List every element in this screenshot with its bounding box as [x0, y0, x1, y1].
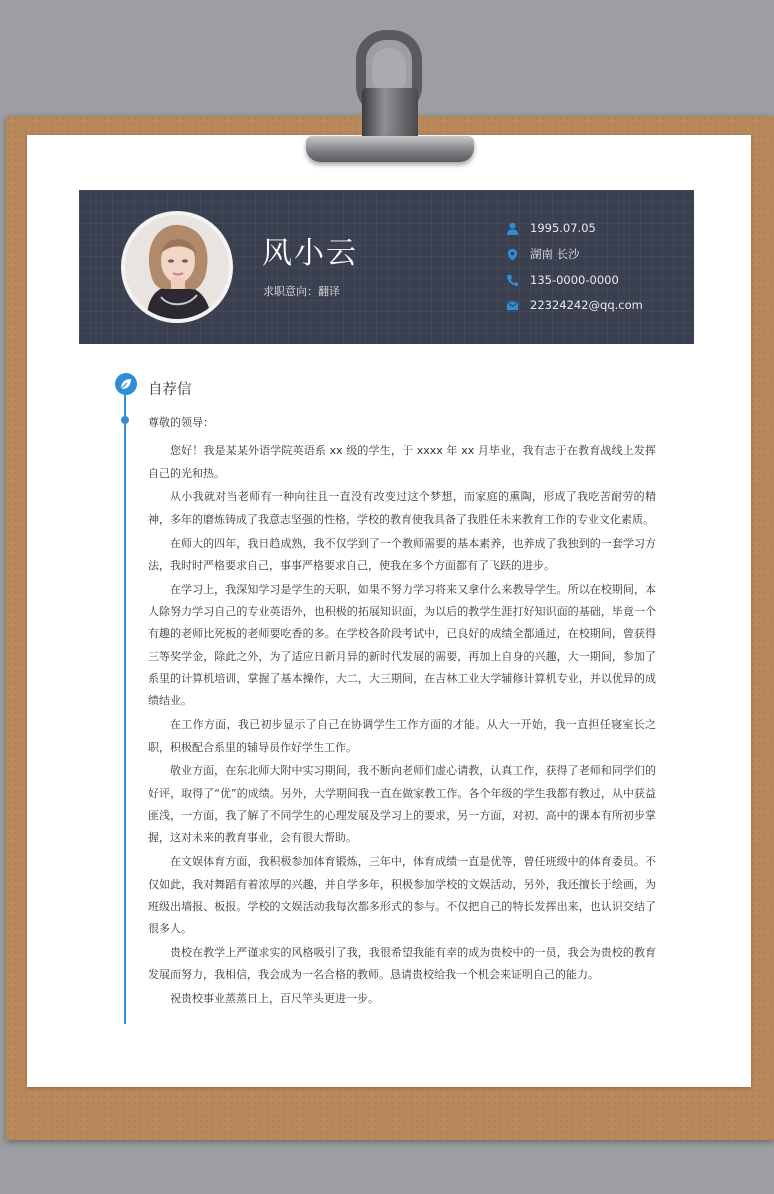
letter-paragraph: 在师大的四年，我日趋成熟，我不仅学到了一个教师需要的基本素养，也养成了我独到的一套学习方法，我时时严格要求自己，事事严格要求自己，使我在多个方面都有了飞跃的进步。 — [148, 536, 656, 572]
letter-paragraph: 贵校在教学上严谨求实的风格吸引了我，我很希望我能有幸的成为贵校中的一员，我会为贵校的教育发展而努力，我相信，我会成为一名合格的教师。恳请贵校给我一个机会来证明自己的能力。 — [148, 945, 656, 982]
user-icon — [506, 222, 519, 235]
letter-greeting: 尊敬的领导： — [148, 416, 214, 429]
email-value: 22324242@qq.com — [530, 298, 643, 312]
avatar-portrait — [125, 215, 229, 319]
timeline-line — [124, 392, 126, 1024]
section-title: 自荐信 — [148, 382, 192, 398]
info-email — [506, 297, 643, 313]
location-pin-icon — [506, 248, 519, 261]
info-birthday — [506, 220, 596, 236]
cover-letter — [148, 412, 656, 1012]
letter-paragraph: 在工作方面，我已初步显示了自己在协调学生工作方面的才能。从大一开始，我一直担任寝室长之职，积极配合系里的辅导员作好学生工作。 — [148, 718, 656, 754]
candidate-name: 风小云 — [262, 236, 358, 271]
section-badge — [115, 373, 137, 395]
letter-paragraph: 从小我就对当老师有一种向往且一直没有改变过这个梦想，而家庭的熏陶，形成了我吃苦耐劳的精神，多年的磨炼铸成了我意志坚强的性格，学校的教育使我具备了我胜任未来教育工作的专业文化素质。 — [148, 490, 656, 526]
info-phone — [506, 272, 619, 288]
info-location — [506, 246, 580, 262]
binder-clip-base — [306, 136, 474, 162]
phone-value: 135-0000-0000 — [530, 273, 619, 287]
timeline-dot — [121, 416, 129, 424]
location-value: 湖南 长沙 — [530, 247, 580, 261]
job-intent: 求职意向：翻译 — [263, 285, 340, 298]
avatar — [121, 211, 233, 323]
letter-paragraph: 在文娱体育方面，我积极参加体育锻炼，三年中，体育成绩一直是优等，曾任班级中的体育委员。不仅如此，我对舞蹈有着浓厚的兴趣，并自学多年，积极参加学校的文娱活动，另外，我还擅长于绘画，为班级出墙报、板报。学校的文娱活动我每次都多形式的参与。不仅把自己的特长发挥出来，也认识交结了很多人。 — [148, 855, 656, 936]
mail-icon — [506, 299, 519, 312]
letter-paragraph: 在学习上，我深知学习是学生的天职，如果不努力学习将来又拿什么来教导学生。所以在校期间，本人除努力学习自己的专业英语外，也积极的拓展知识面，为以后的教学生涯打好知识面的基础，毕竟一个有趣的老师比死板的老师要吃香的多。在学校各阶段考试中，已良好的成绩全都通过，在校期间，曾获得三等奖学金，除此之外，为了适应日新月异的新时代发展的需要，再加上自身的兴趣，大一期间，参加了系里的计算机培训，掌握了基本操作，大二，大三期间，在吉林工业大学辅修计算机专业，并以优异的成绩结业。 — [148, 582, 656, 708]
leaf-icon — [115, 373, 137, 395]
birthday-value: 1995.07.05 — [530, 221, 596, 235]
letter-paragraph: 您好！我是某某外语学院英语系 xx 级的学生，于 xxxx 年 xx 月毕业，我有志于在教育战线上发挥自己的光和热。 — [148, 444, 656, 480]
phone-icon — [506, 274, 519, 287]
letter-paragraph: 敬业方面，在东北师大附中实习期间，我不断向老师们虚心请教，认真工作，获得了老师和同学们的好评，取得了“优”的成绩。另外，大学期间我一直在做家教工作。各个年级的学生我都有教过，从中获益匪浅，一方面，我了解了不同学生的心理发展及学习上的要求，另一方面，对初、高中的课本有所初步掌握，这对未来的教育事业，会有很大帮助。 — [148, 764, 656, 845]
letter-closing: 祝贵校事业蒸蒸日上，百尺竿头更进一步。 — [170, 992, 379, 1006]
